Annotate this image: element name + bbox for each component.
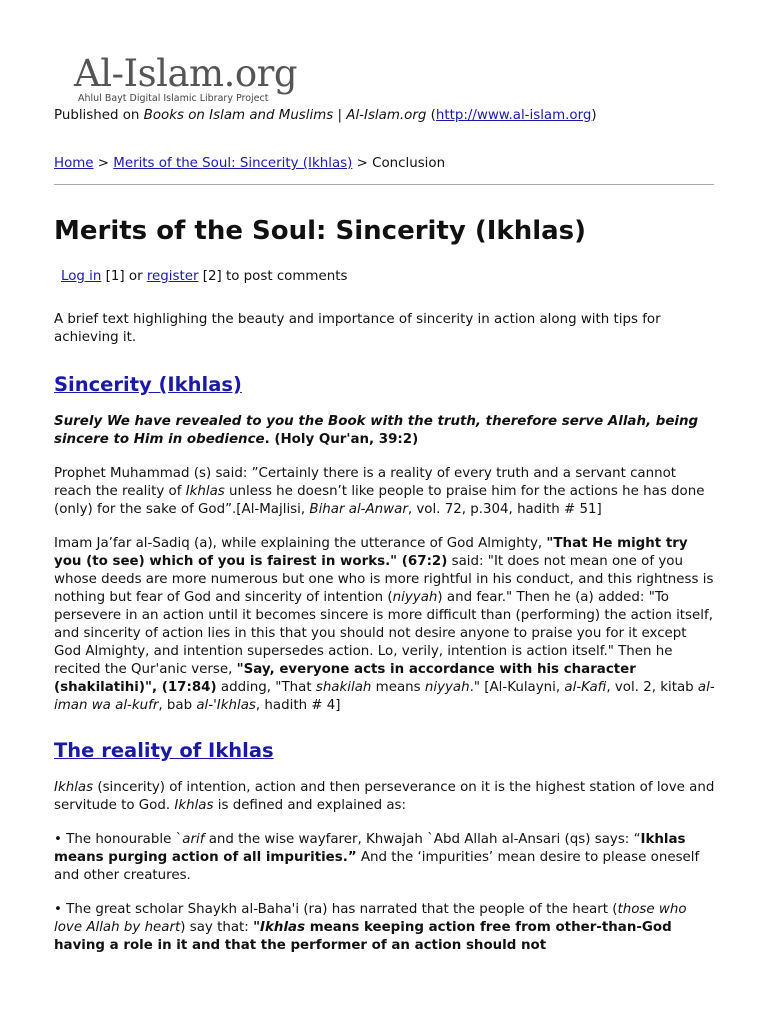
breadcrumb-current: Conclusion <box>372 156 446 171</box>
breadcrumb: Home > Merits of the Soul: Sincerity (Ikhlas) > Conclusion <box>54 156 446 171</box>
login-link[interactable]: Log in <box>61 269 102 284</box>
hadith-paragraph-1: Prophet Muhammad (s) said: ”Certainly there is a reality of every truth and a servant cannot reach the reality of Ikhlas unless he doesn’t like people to praise him for the actions he has done (only) for the sake of God”.[Al-Majlisi, Bihar al-Anwar, vol. 72, p.304, hadith # 51] <box>54 466 705 517</box>
header-divider <box>54 184 714 185</box>
section-link-sincerity[interactable]: Sincerity (Ikhlas) <box>54 373 242 396</box>
register-link[interactable]: register <box>146 269 199 284</box>
site-logo[interactable] <box>74 52 304 108</box>
section-link-reality[interactable]: The reality of Ikhlas <box>54 739 274 762</box>
page-title: Merits of the Soul: Sincerity (Ikhlas) <box>54 216 587 246</box>
logo-subtitle: Ahlul Bayt Digital Islamic Library Project <box>78 93 269 104</box>
section-heading-reality <box>54 739 716 763</box>
published-on-line: Published on Books on Islam and Muslims | Al-Islam.org (http://www.al-islam.org) <box>54 108 597 123</box>
article-body <box>54 311 716 971</box>
reality-paragraph: Ikhlas (sincerity) of intention, action and then perseverance on it is the highest station of love and servitude to God. Ikhlas is defined and explained as: <box>54 780 715 813</box>
intro-paragraph: A brief text highlighing the beauty and importance of sincerity in action along with tips for achieving it. <box>54 312 661 345</box>
site-name-2: Al-Islam.org <box>346 108 427 123</box>
logo-name: Al-Islam.org <box>74 52 298 95</box>
section-heading-sincerity <box>54 373 716 397</box>
site-url-link[interactable]: http://www.al-islam.org <box>435 108 592 123</box>
bullet-ansari: • The honourable `arif and the wise wayfarer, Khwajah `Abd Allah al-Ansari (qs) says: “Ikhlas means purging action of all impurities.” And the ‘impurities’ mean desire to please oneself and other creatures. <box>54 832 700 883</box>
verse-paragraph: Surely We have revealed to you the Book with the truth, therefore serve Allah, being sincere to Him in obedience. (Holy Qur'an, 39:2) <box>54 414 699 447</box>
breadcrumb-book-link[interactable]: Merits of the Soul: Sincerity (Ikhlas) <box>113 156 353 171</box>
breadcrumb-home-link[interactable]: Home <box>54 156 94 171</box>
bullet-bahai: • The great scholar Shaykh al-Baha'i (ra) has narrated that the people of the heart (those who love Allah by heart) say that: "Ikhlas means keeping action free from other-than-God having a role in it and that the performer of an action should not <box>54 902 687 953</box>
hadith-paragraph-2: Imam Ja’far al-Sadiq (a), while explaining the utterance of God Almighty, "That He might try you (to see) which of you is fairest in works." (67:2) said: "It does not mean one of you whose deeds are more numerous but one who is more rightful in his conduct, and this rightness is nothing but fear of God and sincerity of intention (niyyah) and fear." Then he (a) added: "To persevere in an action until it becomes sincere is more difficult than (performing) the action itself, and sincerity of action lies in this that you should not desire anyone to praise you for it except God Almighty, and intention supersedes action. Lo, verily, intention is action itself." Then he recited the Qur'anic verse, "Say, everyone acts in accordance with his character (shakilatihi)", (17:84) adding, "That shakilah means niyyah." [Al-Kulayni, al-Kafi, vol. 2, kitab al- iman wa al-kufr, bab al-'Ikhlas, hadith # 4] <box>54 536 715 713</box>
login-prompt: Log in [1] or register [2] to post comments <box>61 269 348 284</box>
site-name: Books on Islam and Muslims <box>143 108 334 123</box>
